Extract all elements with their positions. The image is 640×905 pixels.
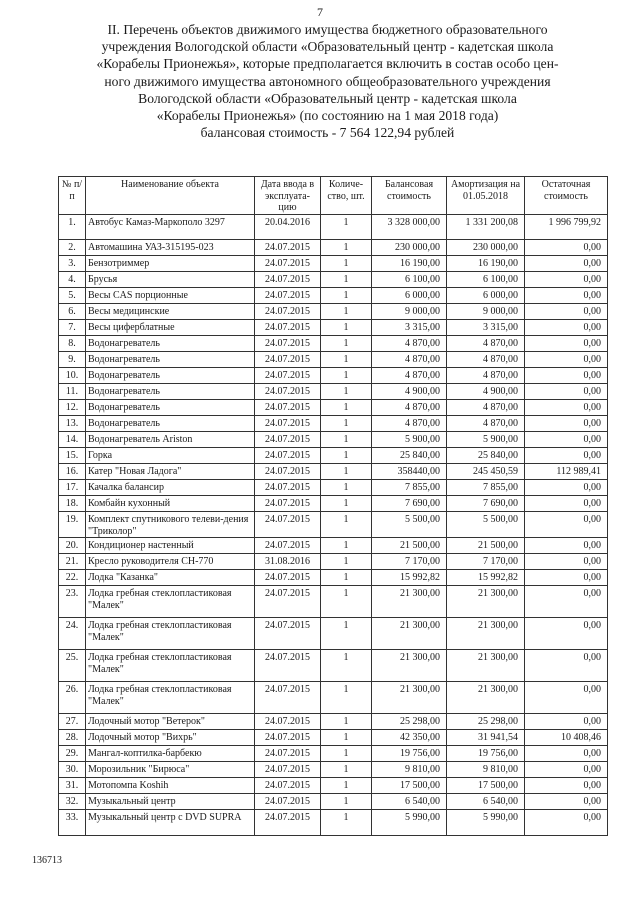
- cell-date: 24.07.2015: [255, 714, 321, 730]
- cell-balance: 16 190,00: [372, 256, 447, 272]
- cell-balance: 19 756,00: [372, 746, 447, 762]
- table-row: [59, 336, 608, 352]
- cell-balance: 15 992,82: [372, 570, 447, 586]
- cell-residual: 0,00: [525, 762, 608, 778]
- cell-residual: 0,00: [525, 480, 608, 496]
- cell-quantity: 1: [321, 794, 372, 810]
- cell-name: Автобус Камаз-Маркополо 3297: [86, 215, 255, 240]
- cell-name: Лодочный мотор "Вихрь": [86, 730, 255, 746]
- cell-balance: 5 900,00: [372, 432, 447, 448]
- cell-amortization: 5 990,00: [447, 810, 525, 836]
- cell-amortization: 4 900,00: [447, 384, 525, 400]
- cell-number: 6.: [59, 304, 86, 320]
- cell-number: 17.: [59, 480, 86, 496]
- cell-balance: 4 870,00: [372, 352, 447, 368]
- cell-quantity: 1: [321, 538, 372, 554]
- cell-amortization: 21 300,00: [447, 618, 525, 650]
- table-row: [59, 368, 608, 384]
- table-row: [59, 215, 608, 240]
- cell-amortization: 15 992,82: [447, 570, 525, 586]
- cell-name: Водонагреватель Ariston: [86, 432, 255, 448]
- cell-number: 12.: [59, 400, 86, 416]
- cell-number: 4.: [59, 272, 86, 288]
- table-row: [59, 496, 608, 512]
- cell-quantity: 1: [321, 240, 372, 256]
- table-row: [59, 554, 608, 570]
- cell-balance: 25 298,00: [372, 714, 447, 730]
- heading-line: «Корабелы Прионежья», которые предполагается включить в состав особо цен-: [96, 56, 559, 72]
- cell-number: 24.: [59, 618, 86, 650]
- table-header-row: [59, 177, 608, 215]
- col-header-name: Наименование объекта: [86, 177, 255, 215]
- cell-number: 20.: [59, 538, 86, 554]
- cell-quantity: 1: [321, 762, 372, 778]
- cell-name: Лодка гребная стеклопластиковая "Малек": [86, 650, 255, 682]
- table-row: [59, 256, 608, 272]
- cell-date: 24.07.2015: [255, 240, 321, 256]
- cell-amortization: 230 000,00: [447, 240, 525, 256]
- cell-date: 24.07.2015: [255, 730, 321, 746]
- cell-residual: 0,00: [525, 650, 608, 682]
- cell-date: 24.07.2015: [255, 762, 321, 778]
- cell-date: 24.07.2015: [255, 368, 321, 384]
- cell-amortization: 245 450,59: [447, 464, 525, 480]
- cell-residual: 0,00: [525, 714, 608, 730]
- table-row: [59, 714, 608, 730]
- cell-date: 24.07.2015: [255, 400, 321, 416]
- table-row: [59, 682, 608, 714]
- table-row: [59, 762, 608, 778]
- cell-number: 31.: [59, 778, 86, 794]
- cell-amortization: 19 756,00: [447, 746, 525, 762]
- cell-number: 7.: [59, 320, 86, 336]
- cell-residual: 0,00: [525, 256, 608, 272]
- cell-number: 5.: [59, 288, 86, 304]
- cell-quantity: 1: [321, 416, 372, 432]
- cell-date: 24.07.2015: [255, 586, 321, 618]
- cell-quantity: 1: [321, 384, 372, 400]
- cell-balance: 21 500,00: [372, 538, 447, 554]
- cell-name: Лодка "Казанка": [86, 570, 255, 586]
- cell-residual: 0,00: [525, 586, 608, 618]
- cell-name: Автомашина УАЗ-315195-023: [86, 240, 255, 256]
- cell-quantity: 1: [321, 496, 372, 512]
- cell-quantity: 1: [321, 272, 372, 288]
- cell-residual: 112 989,41: [525, 464, 608, 480]
- cell-number: 8.: [59, 336, 86, 352]
- cell-amortization: 4 870,00: [447, 368, 525, 384]
- document-heading: [40, 21, 615, 141]
- cell-residual: 0,00: [525, 778, 608, 794]
- heading-line: учреждения Вологодской области «Образовательный центр - кадетская школа: [101, 39, 554, 55]
- cell-number: 32.: [59, 794, 86, 810]
- cell-residual: 0,00: [525, 384, 608, 400]
- table-row: [59, 432, 608, 448]
- cell-name: Водонагреватель: [86, 352, 255, 368]
- cell-balance: 3 315,00: [372, 320, 447, 336]
- table-row: [59, 480, 608, 496]
- cell-quantity: 1: [321, 618, 372, 650]
- cell-quantity: 1: [321, 810, 372, 836]
- cell-residual: 0,00: [525, 416, 608, 432]
- cell-name: Морозильник "Бирюса": [86, 762, 255, 778]
- cell-name: Горка: [86, 448, 255, 464]
- cell-balance: 4 870,00: [372, 416, 447, 432]
- cell-quantity: 1: [321, 336, 372, 352]
- cell-quantity: 1: [321, 368, 372, 384]
- cell-amortization: 21 300,00: [447, 586, 525, 618]
- cell-amortization: 4 870,00: [447, 400, 525, 416]
- cell-balance: 5 990,00: [372, 810, 447, 836]
- cell-amortization: 4 870,00: [447, 352, 525, 368]
- cell-date: 24.07.2015: [255, 512, 321, 538]
- cell-name: Лодка гребная стеклопластиковая "Малек": [86, 586, 255, 618]
- cell-number: 11.: [59, 384, 86, 400]
- cell-residual: 0,00: [525, 570, 608, 586]
- cell-number: 21.: [59, 554, 86, 570]
- heading-line: «Корабелы Прионежья» (по состоянию на 1 мая 2018 года): [156, 108, 499, 124]
- cell-date: 24.07.2015: [255, 746, 321, 762]
- cell-balance: 21 300,00: [372, 650, 447, 682]
- cell-balance: 358440,00: [372, 464, 447, 480]
- cell-residual: 0,00: [525, 288, 608, 304]
- cell-balance: 4 870,00: [372, 400, 447, 416]
- cell-balance: 7 855,00: [372, 480, 447, 496]
- cell-date: 24.07.2015: [255, 352, 321, 368]
- cell-balance: 5 500,00: [372, 512, 447, 538]
- cell-number: 14.: [59, 432, 86, 448]
- cell-date: 24.07.2015: [255, 448, 321, 464]
- heading-line: II. Перечень объектов движимого имущества бюджетного образовательного: [107, 22, 548, 37]
- cell-number: 29.: [59, 746, 86, 762]
- cell-name: Бензотриммер: [86, 256, 255, 272]
- cell-number: 18.: [59, 496, 86, 512]
- table-row: [59, 618, 608, 650]
- table-row: [59, 538, 608, 554]
- table-row: [59, 650, 608, 682]
- cell-date: 24.07.2015: [255, 682, 321, 714]
- table-row: [59, 794, 608, 810]
- cell-residual: 0,00: [525, 496, 608, 512]
- cell-date: 24.07.2015: [255, 496, 321, 512]
- cell-name: Весы CAS порционные: [86, 288, 255, 304]
- heading-line-total-balance: балансовая стоимость - 7 564 122,94 рублей: [200, 125, 455, 141]
- table-row: [59, 272, 608, 288]
- cell-amortization: 6 540,00: [447, 794, 525, 810]
- cell-name: Музыкальный центр с DVD SUPRA: [86, 810, 255, 836]
- cell-balance: 4 870,00: [372, 336, 447, 352]
- cell-date: 24.07.2015: [255, 384, 321, 400]
- cell-balance: 17 500,00: [372, 778, 447, 794]
- cell-residual: 1 996 799,92: [525, 215, 608, 240]
- cell-quantity: 1: [321, 448, 372, 464]
- table-row: [59, 384, 608, 400]
- cell-name: Лодка гребная стеклопластиковая "Малек": [86, 682, 255, 714]
- cell-name: Водонагреватель: [86, 400, 255, 416]
- cell-amortization: 3 315,00: [447, 320, 525, 336]
- cell-number: 33.: [59, 810, 86, 836]
- cell-name: Брусья: [86, 272, 255, 288]
- cell-residual: 0,00: [525, 400, 608, 416]
- cell-amortization: 7 170,00: [447, 554, 525, 570]
- cell-name: Водонагреватель: [86, 384, 255, 400]
- cell-balance: 21 300,00: [372, 618, 447, 650]
- cell-name: Катер "Новая Ладога": [86, 464, 255, 480]
- cell-date: 24.07.2015: [255, 256, 321, 272]
- cell-number: 22.: [59, 570, 86, 586]
- cell-amortization: 6 000,00: [447, 288, 525, 304]
- cell-amortization: 5 900,00: [447, 432, 525, 448]
- cell-date: 24.07.2015: [255, 288, 321, 304]
- cell-residual: 0,00: [525, 682, 608, 714]
- table-row: [59, 778, 608, 794]
- cell-number: 26.: [59, 682, 86, 714]
- cell-name: Водонагреватель: [86, 336, 255, 352]
- table-row: [59, 586, 608, 618]
- cell-residual: 0,00: [525, 240, 608, 256]
- cell-name: Весы циферблатные: [86, 320, 255, 336]
- cell-residual: 10 408,46: [525, 730, 608, 746]
- cell-residual: 0,00: [525, 810, 608, 836]
- heading-line: ного движимого имущества автономного общеобразовательного учреждения: [104, 73, 551, 89]
- cell-amortization: 21 300,00: [447, 682, 525, 714]
- cell-quantity: 1: [321, 304, 372, 320]
- cell-balance: 9 810,00: [372, 762, 447, 778]
- cell-number: 9.: [59, 352, 86, 368]
- cell-residual: 0,00: [525, 554, 608, 570]
- cell-residual: 0,00: [525, 432, 608, 448]
- cell-date: 31.08.2016: [255, 554, 321, 570]
- heading-line: Вологодской области «Образовательный центр - кадетская школа: [138, 90, 517, 106]
- cell-quantity: 1: [321, 586, 372, 618]
- table-row: [59, 304, 608, 320]
- cell-quantity: 1: [321, 570, 372, 586]
- cell-amortization: 21 500,00: [447, 538, 525, 554]
- cell-quantity: 1: [321, 512, 372, 538]
- cell-quantity: 1: [321, 352, 372, 368]
- cell-balance: 6 000,00: [372, 288, 447, 304]
- cell-name: Кресло руководителя СН-770: [86, 554, 255, 570]
- cell-quantity: 1: [321, 778, 372, 794]
- cell-balance: 7 690,00: [372, 496, 447, 512]
- col-header-amortization: Амортизация на 01.05.2018: [447, 177, 525, 215]
- cell-number: 23.: [59, 586, 86, 618]
- cell-quantity: 1: [321, 714, 372, 730]
- cell-name: Лодка гребная стеклопластиковая "Малек": [86, 618, 255, 650]
- property-table: [58, 176, 608, 836]
- cell-name: Качалка балансир: [86, 480, 255, 496]
- table-row: [59, 464, 608, 480]
- cell-number: 27.: [59, 714, 86, 730]
- cell-amortization: 1 331 200,08: [447, 215, 525, 240]
- cell-amortization: 21 300,00: [447, 650, 525, 682]
- cell-residual: 0,00: [525, 272, 608, 288]
- cell-date: 24.07.2015: [255, 416, 321, 432]
- cell-name: Музыкальный центр: [86, 794, 255, 810]
- cell-name: Водонагреватель: [86, 416, 255, 432]
- table-row: [59, 320, 608, 336]
- cell-quantity: 1: [321, 746, 372, 762]
- col-header-residual: Остаточная стоимость: [525, 177, 608, 215]
- table-row: [59, 416, 608, 432]
- cell-residual: 0,00: [525, 512, 608, 538]
- cell-balance: 6 100,00: [372, 272, 447, 288]
- table-row: [59, 400, 608, 416]
- cell-name: Комбайн кухонный: [86, 496, 255, 512]
- table-row: [59, 240, 608, 256]
- table-row: [59, 288, 608, 304]
- cell-date: 24.07.2015: [255, 432, 321, 448]
- table-row: [59, 512, 608, 538]
- table-body: [59, 215, 608, 836]
- table-row: [59, 352, 608, 368]
- cell-number: 19.: [59, 512, 86, 538]
- cell-date: 24.07.2015: [255, 304, 321, 320]
- cell-date: 24.07.2015: [255, 538, 321, 554]
- cell-name: Кондиционер настенный: [86, 538, 255, 554]
- page-number: 7: [317, 5, 323, 19]
- cell-residual: 0,00: [525, 320, 608, 336]
- table-row: [59, 730, 608, 746]
- cell-residual: 0,00: [525, 368, 608, 384]
- cell-residual: 0,00: [525, 618, 608, 650]
- cell-amortization: 31 941,54: [447, 730, 525, 746]
- cell-quantity: 1: [321, 682, 372, 714]
- cell-date: 24.07.2015: [255, 570, 321, 586]
- cell-amortization: 16 190,00: [447, 256, 525, 272]
- cell-amortization: 25 298,00: [447, 714, 525, 730]
- cell-quantity: 1: [321, 320, 372, 336]
- cell-quantity: 1: [321, 215, 372, 240]
- cell-number: 16.: [59, 464, 86, 480]
- cell-balance: 21 300,00: [372, 586, 447, 618]
- cell-quantity: 1: [321, 464, 372, 480]
- cell-quantity: 1: [321, 432, 372, 448]
- table-row: [59, 746, 608, 762]
- cell-date: 24.07.2015: [255, 778, 321, 794]
- cell-number: 10.: [59, 368, 86, 384]
- cell-number: 28.: [59, 730, 86, 746]
- cell-amortization: 9 810,00: [447, 762, 525, 778]
- cell-balance: 230 000,00: [372, 240, 447, 256]
- cell-quantity: 1: [321, 730, 372, 746]
- cell-amortization: 7 855,00: [447, 480, 525, 496]
- cell-date: 24.07.2015: [255, 480, 321, 496]
- table-row: [59, 570, 608, 586]
- cell-name: Мангал-коптилка-барбекю: [86, 746, 255, 762]
- cell-date: 24.07.2015: [255, 810, 321, 836]
- col-header-number: № п/п: [59, 177, 86, 215]
- cell-quantity: 1: [321, 650, 372, 682]
- cell-residual: 0,00: [525, 538, 608, 554]
- cell-number: 25.: [59, 650, 86, 682]
- cell-balance: 42 350,00: [372, 730, 447, 746]
- table-row: [59, 448, 608, 464]
- cell-quantity: 1: [321, 256, 372, 272]
- cell-balance: 6 540,00: [372, 794, 447, 810]
- cell-amortization: 6 100,00: [447, 272, 525, 288]
- table-row: [59, 810, 608, 836]
- col-header-balance: Балансовая стоимость: [372, 177, 447, 215]
- col-header-date: Дата ввода в эксплуата-цию: [255, 177, 321, 215]
- cell-residual: 0,00: [525, 352, 608, 368]
- cell-quantity: 1: [321, 480, 372, 496]
- cell-number: 30.: [59, 762, 86, 778]
- cell-date: 24.07.2015: [255, 336, 321, 352]
- col-header-quantity: Количе-ство, шт.: [321, 177, 372, 215]
- cell-quantity: 1: [321, 400, 372, 416]
- cell-number: 3.: [59, 256, 86, 272]
- cell-amortization: 5 500,00: [447, 512, 525, 538]
- cell-quantity: 1: [321, 554, 372, 570]
- cell-residual: 0,00: [525, 794, 608, 810]
- cell-date: 24.07.2015: [255, 650, 321, 682]
- cell-date: 24.07.2015: [255, 320, 321, 336]
- cell-quantity: 1: [321, 288, 372, 304]
- cell-name: Мотопомпа Koshih: [86, 778, 255, 794]
- cell-name: Весы медицинские: [86, 304, 255, 320]
- cell-amortization: 17 500,00: [447, 778, 525, 794]
- cell-date: 24.07.2015: [255, 272, 321, 288]
- cell-residual: 0,00: [525, 746, 608, 762]
- cell-name: Комплект спутникового телеви-дения "Триколор": [86, 512, 255, 538]
- cell-balance: 4 870,00: [372, 368, 447, 384]
- cell-date: 24.07.2015: [255, 464, 321, 480]
- cell-amortization: 4 870,00: [447, 416, 525, 432]
- cell-balance: 7 170,00: [372, 554, 447, 570]
- cell-date: 24.07.2015: [255, 794, 321, 810]
- cell-residual: 0,00: [525, 336, 608, 352]
- footer-code: 136713: [32, 855, 62, 866]
- cell-balance: 9 000,00: [372, 304, 447, 320]
- cell-number: 2.: [59, 240, 86, 256]
- cell-balance: 4 900,00: [372, 384, 447, 400]
- cell-name: Лодочный мотор "Ветерок": [86, 714, 255, 730]
- cell-date: 24.07.2015: [255, 618, 321, 650]
- cell-residual: 0,00: [525, 448, 608, 464]
- cell-balance: 21 300,00: [372, 682, 447, 714]
- cell-balance: 25 840,00: [372, 448, 447, 464]
- cell-amortization: 7 690,00: [447, 496, 525, 512]
- cell-number: 1.: [59, 215, 86, 240]
- cell-residual: 0,00: [525, 304, 608, 320]
- cell-number: 15.: [59, 448, 86, 464]
- cell-number: 13.: [59, 416, 86, 432]
- cell-amortization: 25 840,00: [447, 448, 525, 464]
- cell-date: 20.04.2016: [255, 215, 321, 240]
- cell-balance: 3 328 000,00: [372, 215, 447, 240]
- cell-amortization: 4 870,00: [447, 336, 525, 352]
- cell-name: Водонагреватель: [86, 368, 255, 384]
- cell-amortization: 9 000,00: [447, 304, 525, 320]
